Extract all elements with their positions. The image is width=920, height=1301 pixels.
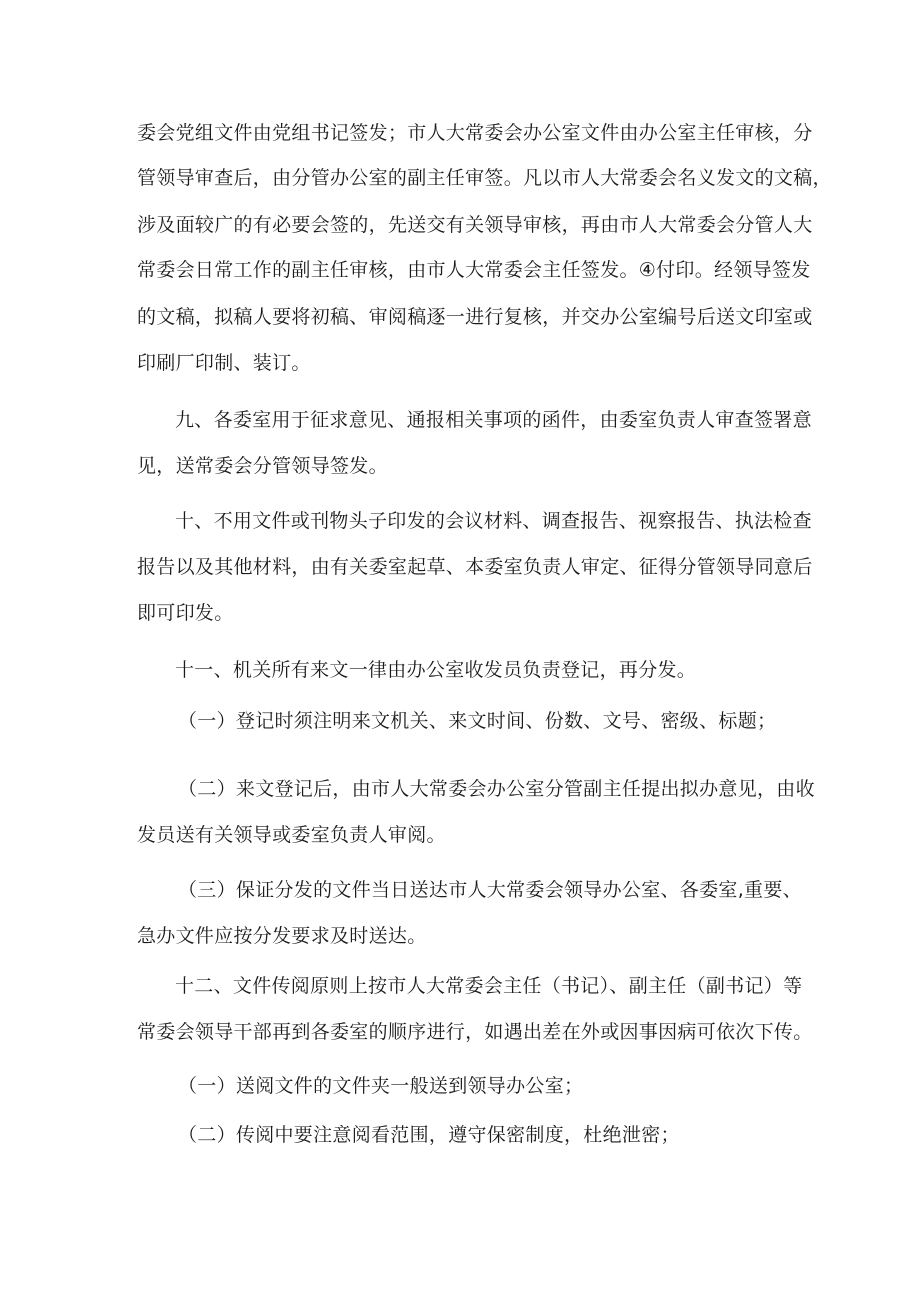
text-line: （一）登记时须注明来文机关、来文时间、份数、文号、密级、标题； bbox=[178, 710, 777, 732]
text-line: 十二、文件传阅原则上按市人大常委会主任（书记）、副主任（副书记）等 bbox=[175, 975, 803, 997]
text-line: 发员送有关领导或委室负责人审阅。 bbox=[137, 824, 446, 846]
text-line: 常委会日常工作的副主任审核，由市人大常委会主任签发。④付印。经领导签发 bbox=[137, 259, 811, 281]
text-line: 九、各委室用于征求意见、通报相关事项的函件，由委室负责人审查签署意 bbox=[175, 409, 812, 431]
text-line: 常委会领导干部再到各委室的顺序进行，如遇出差在外或因事因病可依次下传。 bbox=[137, 1021, 813, 1043]
text-line: 涉及面较广的有必要会签的，先送交有关领导审核，再由市人大常委会分管人大 bbox=[137, 214, 813, 236]
text-line: 急办文件应按分发要求及时送达。 bbox=[137, 925, 427, 947]
text-line: （二）传阅中要注意阅看范围，遵守保密制度，杜绝泄密； bbox=[178, 1124, 680, 1146]
text-line: 的文稿，拟稿人要将初稿、审阅稿逐一进行复核，并交办公室编号后送文印室或 bbox=[137, 306, 813, 328]
text-line: （二）来文登记后，由市人大常委会办公室分管副主任提出拟办意见，由收 bbox=[178, 778, 815, 800]
text-line: 十、不用文件或刊物头子印发的会议材料、调查报告、视察报告、执法检查 bbox=[175, 510, 812, 532]
text-line: 印刷厂印制、装订。 bbox=[137, 352, 311, 374]
text-line: 报告以及其他材料，由有关委室起草、本委室负责人审定、征得分管领导同意后 bbox=[137, 556, 813, 578]
text-line: （一）送阅文件的文件夹一般送到领导办公室； bbox=[178, 1075, 584, 1097]
text-line: （三）保证分发的文件当日送达市人大常委会领导办公室、各委室,重要、 bbox=[178, 879, 802, 901]
text-line: 管领导审查后，由分管办公室的副主任审签。凡以市人大常委会名义发文的文稿， bbox=[137, 167, 832, 189]
text-line: 即可印发。 bbox=[137, 602, 234, 624]
text-line: 十一、机关所有来文一律由办公室收发员负责登记，再分发。 bbox=[175, 659, 697, 681]
text-line: 见，送常委会分管领导签发。 bbox=[137, 455, 388, 477]
text-line: 委会党组文件由党组书记签发；市人大常委会办公室文件由办公室主任审核，分 bbox=[137, 122, 813, 144]
